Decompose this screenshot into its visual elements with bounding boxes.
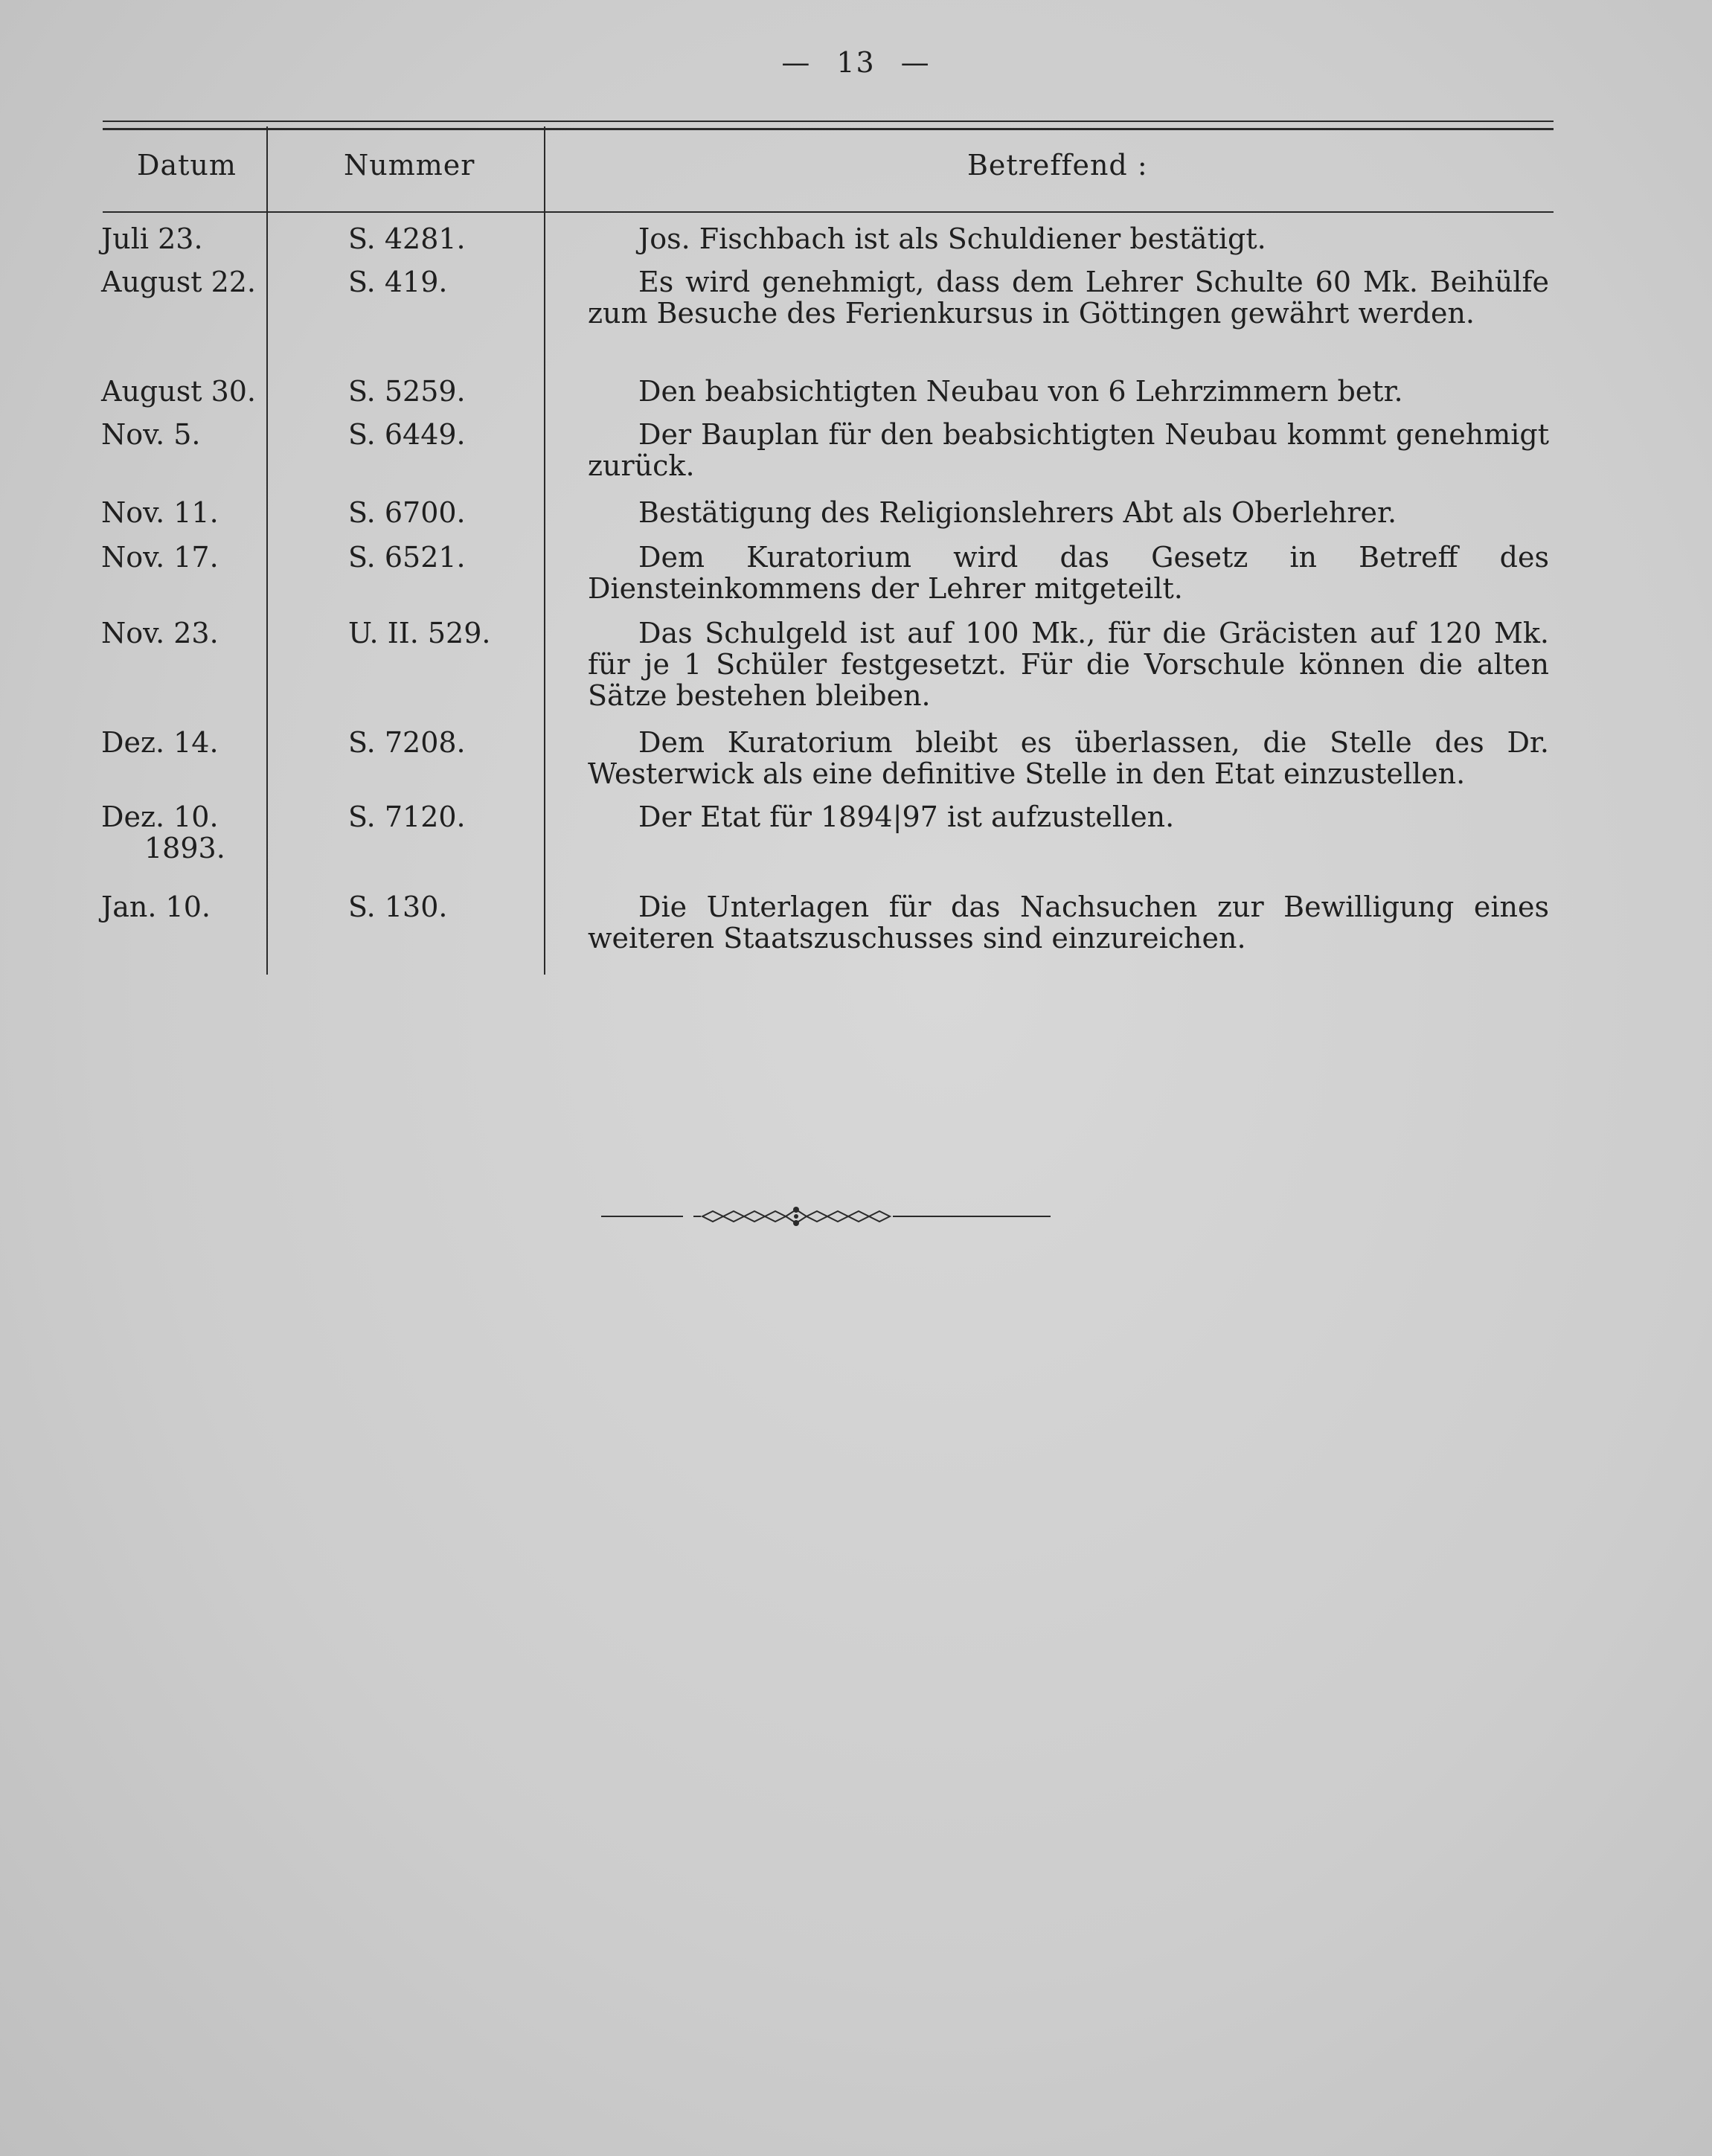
header-datum: Datum <box>137 149 237 182</box>
row-betreffend: Dem Kuratorium bleibt es überlassen, die Stelle des Dr. Westerwick als eine definitive Stelle in den Etat einzustellen. <box>588 726 1549 790</box>
row-nummer: S. 419. <box>348 266 448 298</box>
row-datum: August 22. <box>101 266 256 298</box>
row-datum-year: 1893. <box>144 832 225 864</box>
row-datum: August 30. <box>101 375 256 408</box>
row-betreffend: Bestätigung des Religionslehrers Abt als Oberlehrer. <box>638 496 1397 529</box>
row-betreffend: Der Bauplan für den beabsichtigten Neubau kommt genehmigt zurück. <box>588 418 1549 482</box>
row-datum <box>101 801 265 864</box>
row-nummer: S. 7208. <box>348 726 466 759</box>
header-nummer: Nummer <box>344 149 475 182</box>
header-betreffend: Betreffend : <box>967 149 1148 182</box>
row-datum: Jan. 10. <box>101 891 211 923</box>
row-nummer: S. 4281. <box>348 222 466 255</box>
column-divider-1 <box>266 126 268 975</box>
header-rule <box>103 211 1554 213</box>
row-betreffend: Das Schulgeld ist auf 100 Mk., für die Gräcisten auf 120 Mk. für je 1 Schüler festgesetzt. Für die Vorschule können die alten Sätze bestehen bleiben. <box>588 617 1549 712</box>
row-datum-main: Dez. 10. <box>101 801 219 833</box>
row-nummer: S. 6700. <box>348 496 466 529</box>
row-nummer: S. 130. <box>348 891 448 923</box>
column-divider-2 <box>544 126 545 975</box>
row-betreffend: Den beabsichtigten Neubau von 6 Lehrzimmern betr. <box>638 375 1403 408</box>
page-number <box>0 46 1712 79</box>
row-datum: Nov. 17. <box>101 541 219 574</box>
page-number-value: 13 <box>836 46 876 79</box>
table-top-rule <box>103 121 1554 122</box>
row-datum: Juli 23. <box>101 222 203 255</box>
page-number-dash-right: — <box>900 46 931 79</box>
row-nummer: S. 6521. <box>348 541 466 574</box>
row-betreffend: Dem Kuratorium wird das Gesetz in Betreff des Diensteinkommens der Lehrer mitgeteilt. <box>588 541 1549 605</box>
row-betreffend: Der Etat für 1894|97 ist aufzustellen. <box>638 801 1175 833</box>
row-betreffend: Jos. Fischbach ist als Schuldiener bestätigt. <box>638 222 1266 255</box>
row-datum: Dez. 14. <box>101 726 219 759</box>
row-nummer: U. II. 529. <box>348 617 491 649</box>
row-datum: Nov. 23. <box>101 617 219 649</box>
row-nummer: S. 6449. <box>348 418 466 451</box>
ornament-divider-icon <box>601 1199 1051 1233</box>
row-datum: Nov. 11. <box>101 496 219 529</box>
row-betreffend: Es wird genehmigt, dass dem Lehrer Schulte 60 Mk. Beihülfe zum Besuche des Ferienkursus in Göttingen gewährt werden. <box>588 266 1549 330</box>
row-nummer: S. 7120. <box>348 801 466 833</box>
page-number-dash-left: — <box>781 46 812 79</box>
row-betreffend: Die Unterlagen für das Nachsuchen zur Bewilligung eines weiteren Staatszuschusses sind einzureichen. <box>588 891 1549 955</box>
table-top-rule-thick <box>103 128 1554 130</box>
row-datum: Nov. 5. <box>101 418 201 451</box>
row-nummer: S. 5259. <box>348 375 466 408</box>
